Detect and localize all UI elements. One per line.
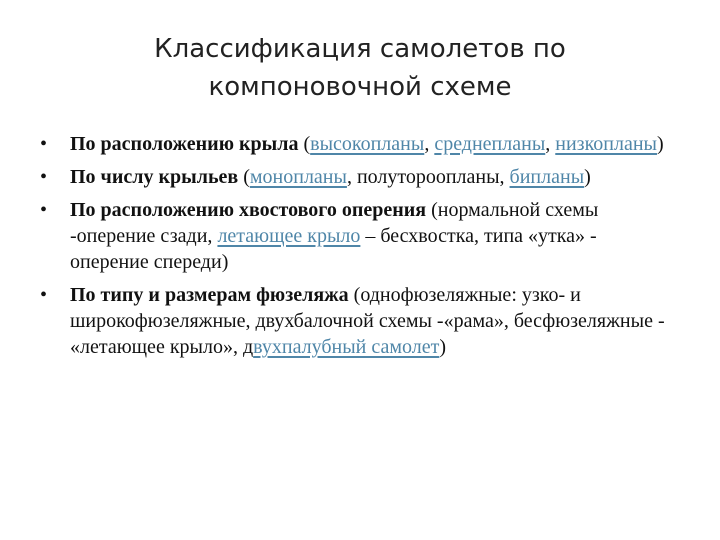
- slide-title: [40, 30, 680, 106]
- bullet-list: [38, 131, 678, 367]
- item-heading: По типу и размерам фюзеляжа: [70, 284, 349, 306]
- item-text: , полутороопланы,: [346, 166, 510, 188]
- item-text: (: [238, 166, 250, 188]
- link-double-deck-aircraft[interactable]: вухпалубный самолет: [253, 336, 440, 358]
- item-heading: По расположению крыла: [70, 133, 299, 155]
- item-text: ): [656, 133, 664, 155]
- item-text: (: [298, 133, 311, 155]
- list-item-tail-position: [38, 197, 678, 275]
- item-text: ): [584, 166, 591, 188]
- bullet-icon: •: [40, 133, 48, 155]
- link-flying-wing[interactable]: летающее крыло: [217, 225, 361, 247]
- list-item-fuselage-type: [38, 282, 678, 360]
- bullet-icon: •: [40, 284, 48, 306]
- item-heading: По числу крыльев: [70, 166, 239, 188]
- title-line-2: компоновочной схеме: [208, 72, 512, 102]
- list-item-wing-count: [38, 164, 678, 190]
- link-high-wing[interactable]: высокопланы: [310, 133, 425, 155]
- list-item-wing-position: [38, 131, 678, 157]
- bullet-icon: •: [40, 199, 48, 221]
- item-text: ): [439, 336, 447, 358]
- link-mid-wing[interactable]: среднепланы: [434, 133, 546, 155]
- link-biplane[interactable]: бипланы: [509, 166, 585, 188]
- bullet-icon: •: [40, 166, 48, 188]
- item-text: (однофюзеляжные: узко- и широкофюзеляжные, двухбалочной схемы -«рама», бесфюзеляжные - «летающее крыло», д: [70, 284, 665, 358]
- item-text: ,: [424, 133, 435, 155]
- title-line-1: Классификация самолетов по: [154, 34, 566, 64]
- item-text: ,: [545, 133, 556, 155]
- link-low-wing[interactable]: низкопланы: [555, 133, 657, 155]
- link-monoplane[interactable]: монопланы: [249, 166, 347, 188]
- item-heading: По расположению хвостового оперения: [70, 199, 427, 221]
- item-text: (нормальной схемы -оперение сзади,: [70, 199, 599, 247]
- item-text: – бесхвостка, типа «утка» - оперение спереди): [70, 225, 597, 273]
